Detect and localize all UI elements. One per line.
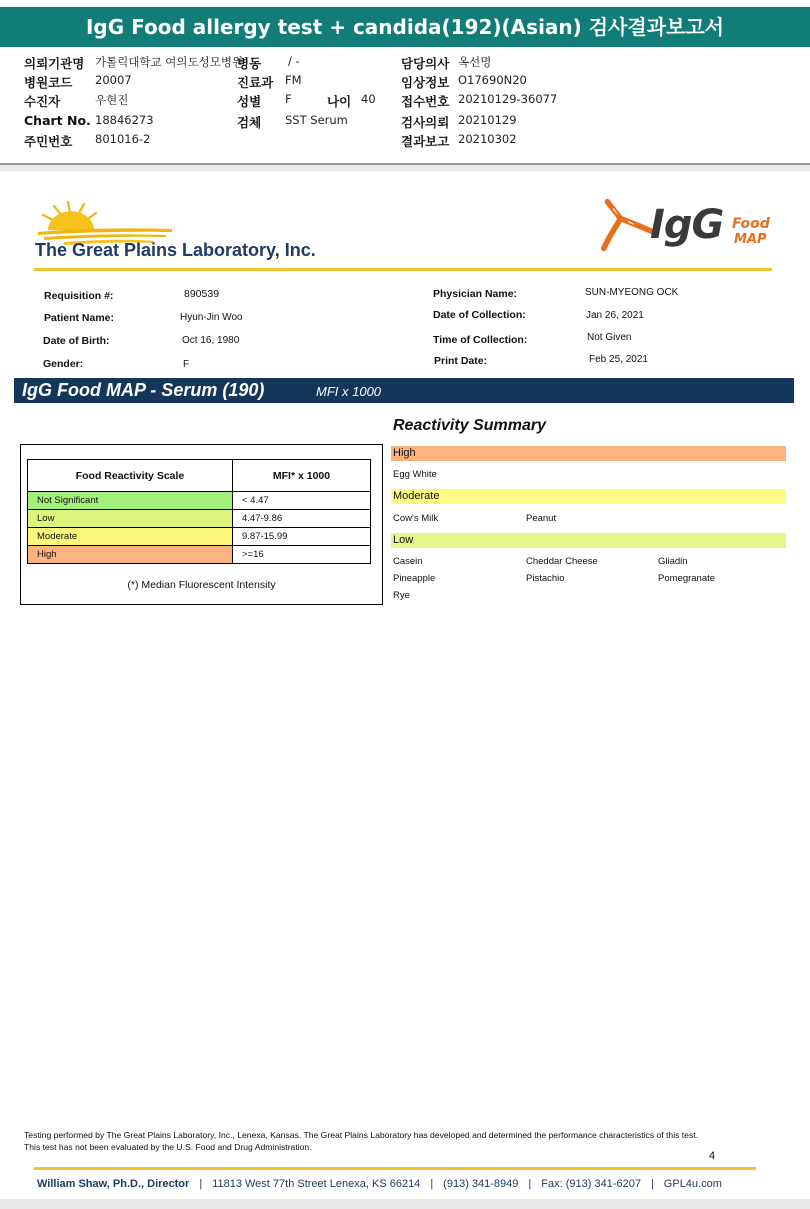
footer-address: 11813 West 77th Street Lenexa, KS 66214 bbox=[212, 1178, 421, 1190]
label-clinical-info: 임상정보 bbox=[401, 75, 450, 90]
label-date-of-collection: Date of Collection: bbox=[433, 309, 526, 321]
igg-logo-text: IgG bbox=[650, 202, 724, 248]
summary-group-low: Low bbox=[391, 533, 786, 548]
scale-row-low bbox=[28, 510, 371, 528]
scale-range: 9.87-15.99 bbox=[233, 528, 371, 546]
label-gender: Gender: bbox=[43, 358, 84, 370]
value-result-report: 20210302 bbox=[458, 132, 517, 146]
label-test-request: 검사의뢰 bbox=[401, 115, 450, 130]
value-hospital-code: 20007 bbox=[95, 73, 132, 87]
label-patient-name: Patient Name: bbox=[44, 312, 115, 324]
report-title: IgG Food allergy test + candida(192)(Asian) 검사결과보고서 bbox=[0, 7, 810, 47]
scale-header-level: Food Reactivity Scale bbox=[28, 460, 233, 492]
igg-food-map-logo bbox=[600, 196, 780, 260]
lab-name: The Great Plains Laboratory, Inc. bbox=[35, 240, 316, 260]
value-patient: 우현진 bbox=[95, 93, 129, 107]
page-number: 4 bbox=[709, 1150, 716, 1162]
summary-item: Cheddar Cheese bbox=[526, 556, 598, 567]
label-hospital-code: 병원코드 bbox=[24, 75, 73, 90]
header-row-5 bbox=[0, 132, 810, 151]
footer-separator: | bbox=[199, 1178, 203, 1190]
label-age: 나이 bbox=[327, 94, 352, 109]
label-chart-no: Chart No. bbox=[24, 113, 91, 128]
value-print-date: Feb 25, 2021 bbox=[589, 354, 648, 365]
value-time-of-collection: Not Given bbox=[587, 332, 632, 343]
label-resident-number: 주민번호 bbox=[24, 134, 73, 149]
summary-group-moderate: Moderate bbox=[391, 489, 786, 504]
label-specimen: 검체 bbox=[237, 115, 262, 130]
value-gender: F bbox=[183, 359, 190, 370]
disclaimer-text: Testing performed by The Great Plains Laboratory, Inc., Lenexa, Kansas. The Great Plains Laboratory has developed and determined the performance characteristics of this test. This test has not been evaluated by the U.S. Food and Drug Administration. bbox=[24, 1130, 699, 1152]
label-requesting-institution: 의뢰기관명 bbox=[24, 56, 85, 71]
scale-row-moderate bbox=[28, 528, 371, 546]
label-receipt-number: 접수번호 bbox=[401, 94, 450, 109]
summary-item: Pomegranate bbox=[658, 573, 716, 584]
section-title: IgG Food MAP - Serum (190) bbox=[22, 380, 265, 400]
value-patient-name: Hyun-Jin Woo bbox=[180, 312, 243, 323]
header-row-4 bbox=[0, 113, 810, 132]
value-department: FM bbox=[285, 73, 302, 87]
section-unit: MFI x 1000 bbox=[316, 384, 382, 399]
antibody-icon bbox=[600, 198, 656, 254]
value-specimen: SST Serum bbox=[285, 113, 348, 127]
scale-header-row bbox=[28, 460, 371, 492]
value-requisition: 890539 bbox=[184, 288, 220, 300]
section-header bbox=[14, 378, 794, 403]
scale-level: Moderate bbox=[28, 528, 233, 546]
summary-item: Cow's Milk bbox=[393, 513, 439, 524]
value-sex: F bbox=[285, 92, 292, 106]
scale-row-high bbox=[28, 546, 371, 564]
scale-level: Not Significant bbox=[28, 492, 233, 510]
page-break-band bbox=[0, 165, 810, 171]
footer-separator: | bbox=[650, 1178, 654, 1190]
label-print-date: Print Date: bbox=[434, 355, 488, 367]
reactivity-summary-title: Reactivity Summary bbox=[393, 417, 546, 434]
value-physician: SUN-MYEONG OCK bbox=[585, 287, 679, 298]
scale-header-mfi: MFI* x 1000 bbox=[233, 460, 371, 492]
label-doctor: 담당의사 bbox=[401, 56, 450, 71]
label-sex: 성별 bbox=[237, 94, 262, 109]
label-physician: Physician Name: bbox=[433, 288, 518, 300]
summary-item: Egg White bbox=[393, 469, 437, 480]
value-chart-no: 18846273 bbox=[95, 113, 154, 127]
bottom-band bbox=[0, 1199, 810, 1209]
summary-item: Peanut bbox=[526, 513, 557, 524]
footer-phone: (913) 341-8949 bbox=[443, 1178, 519, 1190]
value-date-of-birth: Oct 16, 1980 bbox=[182, 335, 240, 346]
label-ward: 병동 bbox=[237, 56, 262, 71]
footer-contact bbox=[37, 1178, 722, 1190]
scale-footnote: (*) Median Fluorescent Intensity bbox=[127, 579, 276, 591]
footer-fax: Fax: (913) 341-6207 bbox=[541, 1178, 641, 1190]
food-logo-text: Food bbox=[732, 216, 770, 232]
footer-director: William Shaw, Ph.D., Director bbox=[37, 1178, 190, 1190]
value-requesting-institution: 가톨릭대학교 여의도성모병원 bbox=[95, 55, 244, 69]
value-date-of-collection: Jan 26, 2021 bbox=[586, 310, 644, 321]
scale-range: >=16 bbox=[233, 546, 371, 564]
reactivity-scale-table bbox=[27, 459, 371, 564]
label-patient: 수진자 bbox=[24, 94, 61, 109]
value-test-request: 20210129 bbox=[458, 113, 517, 127]
scale-row-not-significant bbox=[28, 492, 371, 510]
header-row-3 bbox=[0, 92, 810, 111]
value-age: 40 bbox=[361, 92, 376, 106]
label-department: 진료과 bbox=[237, 75, 274, 90]
header-row-2 bbox=[0, 73, 810, 92]
value-receipt-number: 20210129-36077 bbox=[458, 92, 558, 106]
footer-separator: | bbox=[528, 1178, 532, 1190]
scale-range: 4.47-9.86 bbox=[233, 510, 371, 528]
summary-item: Pineapple bbox=[393, 573, 436, 584]
footer-separator: | bbox=[430, 1178, 434, 1190]
value-clinical-info: O17690N20 bbox=[458, 73, 527, 87]
value-ward: / - bbox=[288, 54, 300, 68]
label-requisition: Requisition #: bbox=[44, 290, 114, 302]
reactivity-scale-box bbox=[20, 444, 383, 605]
footer-website: GPL4u.com bbox=[663, 1178, 722, 1190]
scale-level: High bbox=[28, 546, 233, 564]
summary-group-high: High bbox=[391, 446, 786, 461]
label-date-of-birth: Date of Birth: bbox=[43, 335, 110, 347]
label-result-report: 결과보고 bbox=[401, 134, 450, 149]
summary-item: Casein bbox=[393, 556, 423, 567]
summary-item: Rye bbox=[393, 590, 410, 601]
header-row-1 bbox=[0, 54, 810, 73]
summary-item: Gliadin bbox=[658, 556, 688, 567]
value-resident-number: 801016-2 bbox=[95, 132, 151, 146]
map-logo-text: MAP bbox=[734, 232, 767, 247]
summary-item: Pistachio bbox=[526, 573, 565, 584]
lab-header-rule bbox=[34, 268, 772, 271]
footer-rule bbox=[34, 1167, 756, 1170]
scale-level: Low bbox=[28, 510, 233, 528]
scale-range: < 4.47 bbox=[233, 492, 371, 510]
value-doctor: 옥선명 bbox=[458, 55, 492, 69]
label-time-of-collection: Time of Collection: bbox=[433, 334, 528, 346]
